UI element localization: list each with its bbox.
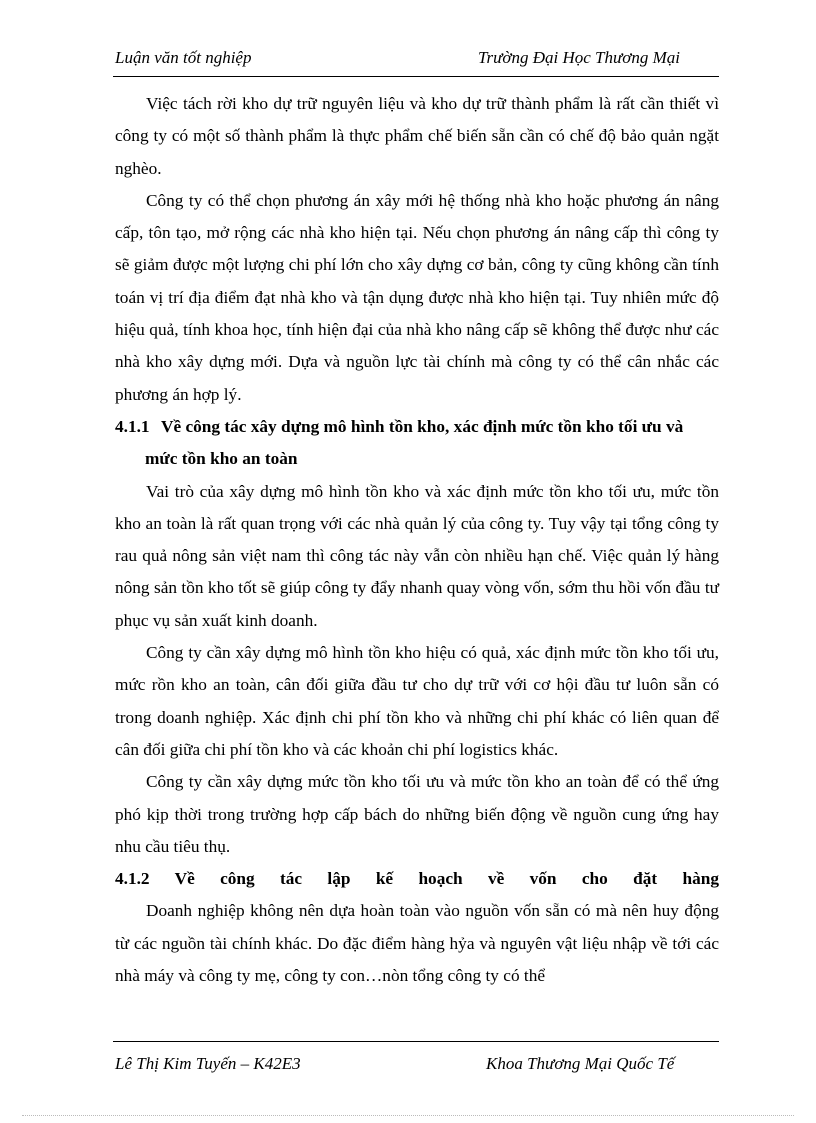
paragraph-inventory-model: Công ty cần xây dựng mô hình tồn kho hiệu có quả, xác định mức tồn kho tối ưu, mức rồn kho an toàn, cân đối giữa đầu tư cho dự trữ với cơ hội đầu tư luôn sẵn có trong doanh nghiệp. Xác định chi phí tồn kho và những chi phí khác có liên quan để cân đối giữa chi phí tồn kho và các khoản chi phí logistics khác.: [115, 643, 719, 759]
heading-4-1-2: 4.1.2 Về công tác lập kế hoạch về vốn cho đặt hàng: [115, 869, 719, 889]
footer-faculty: Khoa Thương Mại Quốc Tế: [486, 1054, 675, 1073]
paragraph-safety-stock: Công ty cần xây dựng mức tồn kho tối ưu và mức tồn kho an toàn để có thể ứng phó kịp thời trong trường hợp cấp bách do những biến động về nguồn cung ứng hay nhu cầu tiêu thụ.: [115, 772, 719, 856]
paragraph-inventory-role: Vai trò của xây dựng mô hình tồn kho và xác định mức tồn kho tối ưu, mức tồn kho an toàn là rất quan trọng với các nhà quản lý của công ty. Tuy vậy tại tổng công ty rau quả nông sản việt nam thì công tác này vẫn còn nhiều hạn chế. Việc quản lý hàng nông sản tồn kho tốt sẽ giúp công ty đẩy nhanh quay vòng vốn, sớm thu hồi vốn đầu tư phục vụ sản xuất kinh doanh.: [115, 481, 719, 630]
header-left-title: Luận văn tốt nghiệp: [115, 48, 252, 67]
footer-divider: [113, 1041, 719, 1042]
heading-4-1-1-number: 4.1.1: [115, 416, 150, 436]
paragraph-capital-sources: Doanh nghiệp không nên dựa hoàn toàn vào nguồn vốn sẵn có mà nên huy động từ các nguồn tài chính khác. Do đặc điểm hàng hỷa và nguyên vật liệu nhập về tới các nhà máy và công ty mẹ, công ty con…nòn tổng công ty có thể: [115, 901, 719, 986]
page-bottom-edge: [22, 1115, 794, 1116]
heading-4-1-1-text: Về công tác xây dựng mô hình tồn kho, xác định mức tồn kho tối ưu và mức tồn kho an toàn: [145, 416, 684, 469]
header-right-title: Trường Đại Học Thương Mại: [478, 48, 680, 67]
heading-4-1-1: [115, 411, 719, 476]
document-body: [115, 88, 719, 992]
header-divider: [113, 76, 719, 77]
footer-author: Lê Thị Kim Tuyến – K42E3: [115, 1054, 301, 1073]
paragraph-warehouse-options: Công ty có thể chọn phương án xây mới hệ thống nhà kho hoặc phương án nâng cấp, tôn tạo, mở rộng các nhà kho hiện tại. Nếu chọn phương án nâng cấp thì công ty sẽ giảm được một lượng chi phí lớn cho xây dựng cơ bản, công ty cũng không cần tính toán vị trí địa điểm đạt nhà kho và tận dụng được nhà kho hiện tại. Tuy nhiên mức độ hiệu quả, tính khoa học, tính hiện đại của nhà kho nâng cấp sẽ không thể được như các nhà kho xây dựng mới. Dựa và nguồn lực tài chính mà công ty có thể cân nhắc các phương án hợp lý.: [115, 190, 719, 404]
paragraph-warehouse-separation: Việc tách rời kho dự trữ nguyên liệu và kho dự trữ thành phẩm là rất cần thiết vì công ty có một số thành phẩm là thực phẩm chế biến sẵn cần có chế độ bảo quản ngặt nghèo.: [115, 94, 719, 178]
